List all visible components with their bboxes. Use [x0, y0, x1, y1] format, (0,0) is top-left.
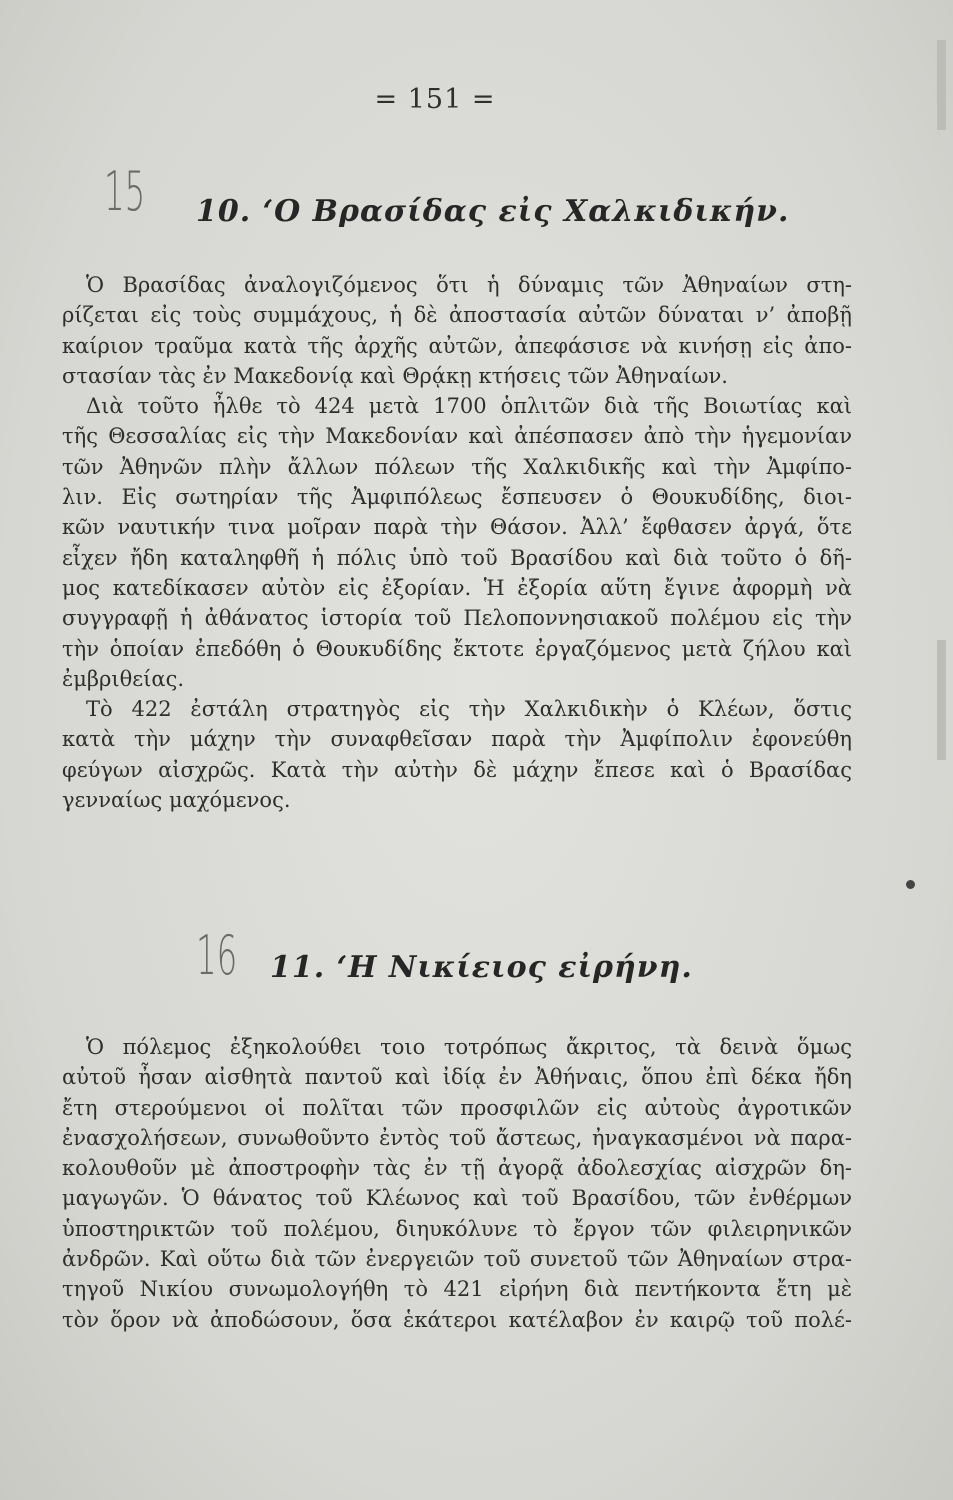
text-line: καίριον τραῦμα κατὰ τῆς ἀρχῆς αὐτῶν, ἀπεφάσισε νὰ κινήσῃ εἰς ἀπο- — [62, 333, 852, 358]
text-line: φεύγων αἰσχρῶς. Κατὰ τὴν αὐτὴν δὲ μάχην ἔπεσε καὶ ὁ Βρασίδας — [62, 757, 852, 782]
text-line: Τὸ 422 ἐστάλη στρατηγὸς εἰς τὴν Χαλκιδικὴν ὁ Κλέων, ὅστις — [86, 697, 852, 722]
handwritten-margin-note: 16 — [196, 924, 238, 987]
text-line: μαγωγῶν. Ὁ θάνατος τοῦ Κλέωνος καὶ τοῦ Βρασίδου, τῶν ἐνθέρμων — [62, 1186, 852, 1211]
text-line: κατὰ τὴν μάχην τὴν συναφθεῖσαν παρὰ τὴν Ἀμφίπολιν ἐφονεύθη — [62, 727, 852, 752]
text-line: τηγοῦ Νικίου συνωμολογήθη τὸ 421 εἰρήνη διὰ πεντήκοντα ἔτη μὲ — [62, 1277, 852, 1302]
page-number: = 151 = — [374, 84, 496, 115]
ink-spot — [906, 880, 915, 889]
text-line: ἐμβριθείας. — [62, 666, 185, 691]
text-line: στασίαν τὰς ἐν Μακεδονίᾳ καὶ Θρᾴκῃ κτήσεις τῶν Ἀθηναίων. — [62, 363, 728, 388]
page-edge-shadow — [937, 640, 946, 760]
text-line: τῶν Ἀθηνῶν πλὴν ἄλλων πόλεων τῆς Χαλκιδικῆς καὶ τὴν Ἀμφίπο- — [62, 454, 852, 479]
text-line: ρίζεται εἰς τοὺς συμμάχους, ἡ δὲ ἀποστασία αὐτῶν δύναται ν’ ἀποβῇ — [62, 303, 852, 328]
text-line: ὑποστηρικτῶν τοῦ πολέμου, διηυκόλυνε τὸ ἔργον τῶν φιλειρηνικῶν — [62, 1216, 852, 1241]
text-line: μος κατεδίκασεν αὐτὸν εἰς ἐξορίαν. Ἡ ἐξορία αὕτη ἔγινε ἀφορμὴ νὰ — [62, 575, 852, 600]
text-line: συγγραφῇ ἡ ἀθάνατος ἱστορία τοῦ Πελοποννησιακοῦ πολέμου εἰς τὴν — [62, 606, 852, 631]
text-line: Διὰ τοῦτο ἦλθε τὸ 424 μετὰ 1700 ὁπλιτῶν διὰ τῆς Βοιωτίας καὶ — [86, 394, 852, 419]
text-line: τὸν ὅρον νὰ ἀποδώσουν, ὅσα ἑκάτεροι κατέλαβον ἐν καιρῷ τοῦ πολέ- — [62, 1307, 852, 1332]
text-line: τὴν ὁποίαν ἐπεδόθη ὁ Θουκυδίδης ἔκτοτε ἐργαζόμενος μετὰ ζήλου καὶ — [62, 636, 852, 661]
text-line: γενναίως μαχόμενος. — [62, 788, 291, 813]
text-line: ἀνδρῶν. Καὶ οὕτω διὰ τῶν ἐνεργειῶν τοῦ συνετοῦ τῶν Ἀθηναίων στρα- — [62, 1247, 852, 1272]
section-body — [62, 270, 852, 815]
text-line: εἶχεν ἤδη καταληφθῆ ἡ πόλις ὑπὸ τοῦ Βρασίδου καὶ διὰ τοῦτο ὁ δῆ- — [62, 545, 852, 570]
page-edge-shadow — [937, 40, 946, 130]
text-line: ἔτη στερούμενοι οἱ πολῖται τῶν προσφιλῶν εἰς αὐτοὺς ἀγροτικῶν — [62, 1095, 852, 1120]
text-line: αὐτοῦ ἦσαν αἰσθητὰ παντοῦ καὶ ἰδίᾳ ἐν Ἀθήναις, ὅπου ἐπὶ δέκα ἤδη — [62, 1065, 852, 1090]
text-line: τῆς Θεσσαλίας εἰς τὴν Μακεδονίαν καὶ ἀπέσπασεν ἀπὸ τὴν ἡγεμονίαν — [62, 424, 852, 449]
section-heading: 10. ‘Ο Βρασίδας εἰς Χαλκιδικήν. — [196, 194, 790, 229]
handwritten-margin-note: 15 — [104, 160, 146, 223]
text-line: Ὁ Βρασίδας ἀναλογιζόμενος ὅτι ἡ δύναμις τῶν Ἀθηναίων στη- — [86, 273, 852, 297]
text-line: κῶν ναυτικήν τινα μοῖραν παρὰ τὴν Θάσον. Ἀλλ’ ἔφθασεν ἀργά, ὅτε — [62, 515, 852, 540]
text-line: κολουθοῦν μὲ ἀποστροφὴν τὰς ἐν τῇ ἀγορᾷ ἀδολεσχίας αἰσχρῶν δη- — [62, 1156, 852, 1181]
section-body — [62, 1032, 852, 1335]
text-line: λιν. Εἰς σωτηρίαν τῆς Ἀμφιπόλεως ἔσπευσεν ὁ Θουκυδίδης, διοι- — [62, 485, 852, 510]
text-line: Ὁ πόλεμος ἐξηκολούθει τοιο τοτρόπως ἄκριτος, τὰ δεινὰ ὅμως — [86, 1035, 852, 1059]
text-line: ἐνασχολήσεων, συνωθοῦντο ἐντὸς τοῦ ἄστεως, ἠναγκασμένοι νὰ παρα- — [62, 1125, 852, 1150]
section-heading: 11. ‘Η Νικίειος εἰρήνη. — [270, 950, 693, 985]
